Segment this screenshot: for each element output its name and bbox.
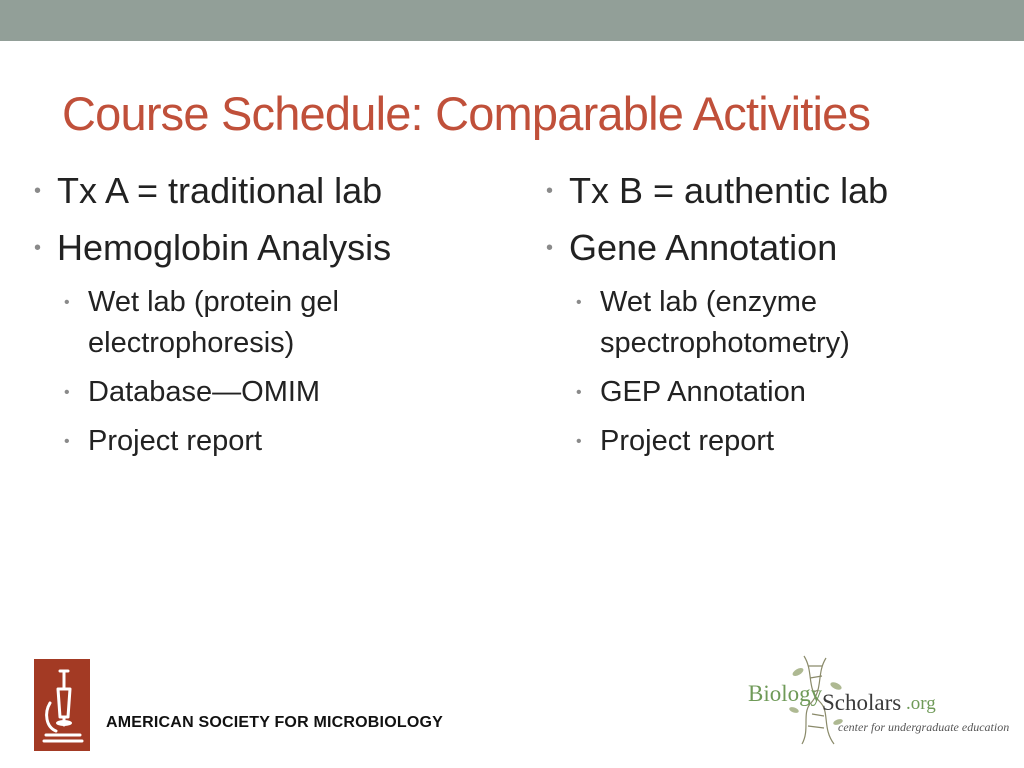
sub-bullet-item [576, 421, 1016, 462]
top-accent-bar [0, 0, 1024, 41]
bullet-icon: • [576, 433, 582, 450]
biology-scholars-logo-biology: Biology [748, 681, 823, 706]
asm-name: AMERICAN SOCIETY FOR MICROBIOLOGY [106, 714, 443, 731]
left-column [34, 168, 504, 470]
sub-bullet-item [576, 372, 1016, 413]
sub-bullet-item [64, 282, 504, 364]
bullet-text: Hemoglobin Analysis [57, 227, 392, 268]
slide-title: Course Schedule: Comparable Activities [62, 87, 871, 140]
sub-bullet-list [576, 282, 1016, 462]
bullet-icon: • [64, 294, 70, 311]
biology-scholars-logo-scholars: Scholars [822, 690, 902, 715]
bullet-item [546, 168, 1016, 214]
bullet-icon: • [576, 294, 582, 311]
bullet-icon: • [34, 180, 42, 202]
microscope-icon [34, 659, 90, 751]
bullet-icon: • [64, 433, 70, 450]
bullet-item [546, 225, 1016, 271]
bullet-icon: • [576, 384, 582, 401]
sub-bullet-text: Project report [600, 425, 775, 457]
sub-bullet-text: Project report [88, 425, 263, 457]
bullet-text: Tx A = traditional lab [57, 170, 383, 211]
biology-scholars-tagline: center for undergraduate education [838, 720, 1010, 734]
sub-bullet-item [576, 282, 1016, 364]
bullet-icon: • [64, 384, 70, 401]
bullet-text: Gene Annotation [569, 227, 838, 268]
bullet-icon: • [546, 180, 554, 202]
sub-bullet-text: Wet lab (protein gel electrophoresis) [88, 286, 339, 359]
biology-scholars-logo-org: .org [906, 693, 936, 714]
sub-bullet-text: Wet lab (enzyme spectrophotometry) [600, 286, 850, 359]
asm-logo [34, 659, 90, 751]
sub-bullet-text: Database—OMIM [88, 376, 321, 408]
sub-bullet-item [64, 372, 504, 413]
sub-bullet-list [64, 282, 504, 462]
bullet-icon: • [546, 237, 554, 259]
bullet-icon: • [34, 237, 42, 259]
bullet-text: Tx B = authentic lab [569, 170, 889, 211]
bullet-item [34, 168, 504, 214]
sub-bullet-item [64, 421, 504, 462]
sub-bullet-text: GEP Annotation [600, 376, 806, 408]
right-column [546, 168, 1016, 470]
bullet-item [34, 225, 504, 271]
